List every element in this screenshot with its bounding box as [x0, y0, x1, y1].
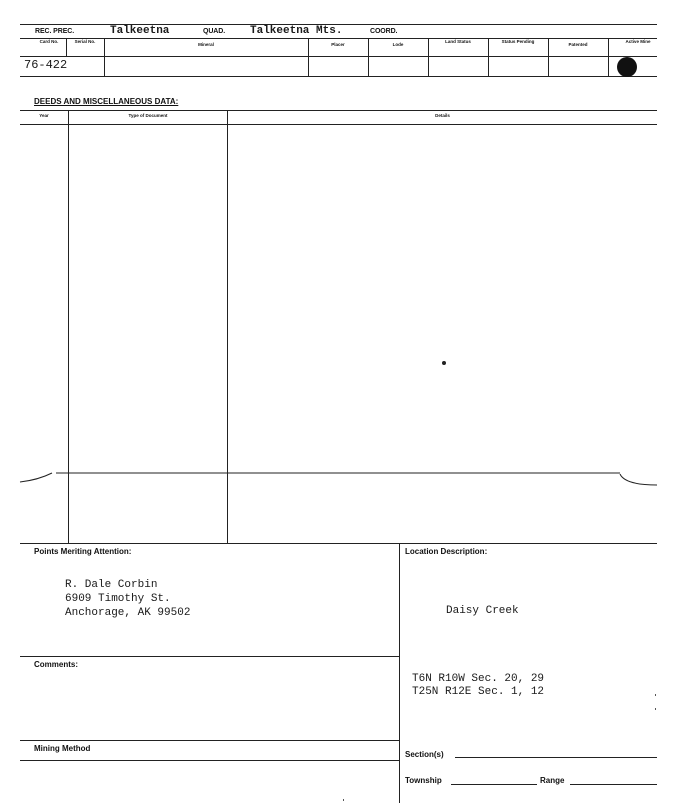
points-label: Points Meriting Attention:	[34, 547, 132, 556]
points-line-1: R. Dale Corbin	[65, 579, 158, 591]
coord-label: COORD.	[370, 28, 398, 35]
comments-label: Comments:	[34, 660, 79, 669]
location-line-2: T25N R12E Sec. 1, 12	[412, 686, 545, 698]
active-mine-marker	[617, 57, 637, 77]
table-rule-2	[20, 56, 657, 57]
location-name: Daisy Creek	[446, 605, 519, 617]
location-label: Location Description:	[405, 547, 488, 556]
lower-top-rule	[20, 543, 657, 544]
points-line-3: Anchorage, AK 99502	[65, 607, 191, 619]
stray-dot	[442, 361, 446, 365]
col-header-land-status: Land Status	[445, 39, 471, 44]
quad-value: Talkeetna Mts.	[250, 25, 343, 37]
card-no-value: 76-422	[24, 58, 68, 72]
col-header-placer: Placer	[331, 42, 345, 47]
location-line-1: T6N R10W Sec. 20, 29	[412, 673, 545, 685]
table-rule-1	[20, 38, 657, 39]
col-header-card-no: Card No.	[39, 39, 59, 44]
col-sep-5	[428, 38, 429, 76]
lower-center-sep	[399, 543, 400, 803]
deeds-top-rule	[20, 110, 657, 111]
section-fill-line	[455, 757, 657, 758]
deeds-col-year: Year	[39, 113, 49, 118]
col-sep-1	[66, 38, 67, 56]
deeds-title: DEEDS AND MISCELLANEOUS DATA:	[34, 97, 179, 106]
comments-rule	[20, 656, 399, 657]
col-header-patented: Patented	[568, 42, 588, 47]
range-label: Range	[540, 776, 565, 785]
mining-method-rule	[20, 740, 399, 741]
fold-line	[0, 460, 678, 500]
col-header-active-mine: Active Mine	[625, 39, 651, 44]
mining-method-label: Mining Method	[34, 744, 91, 753]
township-fill-line	[451, 784, 537, 785]
col-header-lode: Lode	[392, 42, 404, 47]
col-sep-8	[608, 38, 609, 76]
quad-label: QUAD.	[203, 28, 226, 35]
table-rule-3	[20, 76, 657, 77]
col-header-mineral: Mineral	[198, 42, 214, 47]
col-sep-6	[488, 38, 489, 76]
col-header-status-pending: Status Pending	[501, 39, 535, 44]
deeds-header-rule	[20, 124, 657, 125]
section-label: Section(s)	[405, 750, 444, 759]
points-line-2: 6909 Timothy St.	[65, 593, 171, 605]
deeds-col-details: Details	[435, 113, 450, 118]
range-fill-line	[570, 784, 657, 785]
stray-mark-2	[655, 708, 656, 710]
rec-prec-value: Talkeetna	[110, 25, 170, 37]
mining-method-bottom-rule	[20, 760, 399, 761]
rec-prec-label: REC. PREC.	[35, 28, 75, 35]
col-header-serial-no: Serial No.	[74, 39, 96, 44]
township-label: Township	[405, 776, 442, 785]
stray-mark-3	[343, 799, 344, 801]
deeds-col-type: Type of Document	[128, 113, 168, 118]
stray-mark-1	[655, 694, 656, 696]
